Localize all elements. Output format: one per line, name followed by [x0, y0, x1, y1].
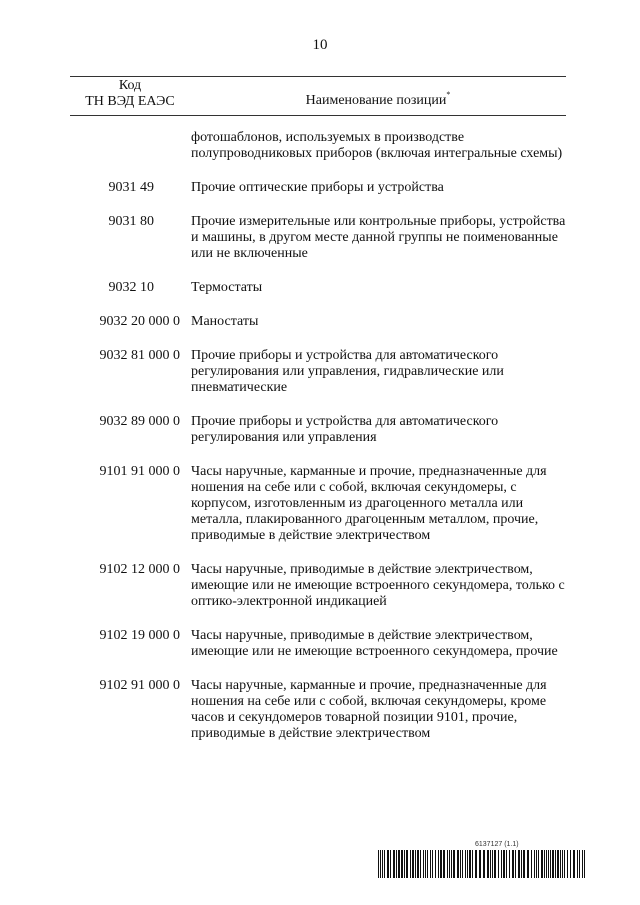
barcode-bar [380, 850, 381, 878]
barcode-bar [582, 850, 583, 878]
barcode-bar [509, 850, 510, 878]
barcode-bar [390, 850, 391, 878]
barcode-bar [462, 850, 463, 878]
row-name: Часы наручные, карманные и прочие, предназначенные для ношения на себе или с собой, включая секундомеры, с корпусом, изготовленным из драгоценного металла или металла, плакированного драгоценным металлом, прочие, приводимые в действие электричеством [191, 464, 547, 543]
barcode-bar [483, 850, 485, 878]
header-name-text: Наименование позиции [305, 93, 447, 108]
barcode-bar [398, 850, 400, 878]
barcode-bar [475, 850, 477, 878]
row-name: Часы наручные, приводимые в действие электричеством, имеющие или не имеющие встроенного секундомера, прочие [191, 628, 558, 659]
barcode-bar [378, 850, 379, 878]
barcode-bar [579, 850, 580, 878]
barcode-bar [546, 850, 547, 878]
row-code: 9032 20 000 0 [99, 314, 180, 329]
barcode-bar [531, 850, 532, 878]
barcode-bar [506, 850, 507, 878]
row-name: Прочие приборы и устройства для автоматического регулирования или управления, гидравлические или пневматические [191, 348, 504, 395]
table-header [70, 76, 566, 116]
row-name: Прочие измерительные или контрольные приборы, устройства и машины, в другом месте данной группы не поименованные или не включенные [191, 214, 566, 261]
barcode-bar [469, 850, 471, 878]
barcode-bar [387, 850, 389, 878]
barcode-bar [557, 850, 559, 878]
table-row [70, 678, 566, 742]
table-row [70, 562, 566, 610]
document-reference: 6137127 (1.1) [475, 841, 519, 848]
row-code: 9102 12 000 0 [99, 562, 180, 577]
barcode-bar [479, 850, 481, 878]
barcode-bar [451, 850, 452, 878]
row-code: 9031 49 [108, 180, 154, 195]
table-row [70, 280, 566, 296]
barcode-bar [393, 850, 395, 878]
row-code: 9032 89 000 0 [99, 414, 180, 429]
barcode-bar [544, 850, 545, 878]
barcode-bar [503, 850, 505, 878]
table-row [70, 314, 566, 330]
barcode-bar [518, 850, 520, 878]
barcode-bar [382, 850, 383, 878]
barcode-bar [538, 850, 539, 878]
barcode-bar [438, 850, 439, 878]
row-name: Часы наручные, карманные и прочие, предназначенные для ношения на себе или с собой, включая секундомеры, кроме часов и секундомеров товарной позиции 9101, прочие, приводимые в действие электричеством [191, 678, 547, 741]
barcode-bar [555, 850, 556, 878]
barcode-bar [404, 850, 405, 878]
row-name: фотошаблонов, используемых в производстве полупроводниковых приборов (включая интегральные схемы) [191, 130, 563, 161]
row-name: Прочие приборы и устройства для автоматического регулирования или управления [191, 414, 499, 445]
row-name: Прочие оптические приборы и устройства [191, 180, 444, 195]
row-code: 9032 10 [108, 280, 154, 295]
barcode-bar [449, 850, 450, 878]
barcode-bar [440, 850, 442, 878]
barcode-bar [415, 850, 416, 878]
header-footnote-mark: * [446, 90, 451, 99]
barcode-bar [564, 850, 565, 878]
barcode-bar [584, 850, 585, 878]
barcode-bar [515, 850, 516, 878]
barcode-bar [396, 850, 397, 878]
header-code-line1: Код [118, 78, 142, 93]
row-code [70, 130, 190, 162]
barcode-bar [523, 850, 525, 878]
barcode-bar [460, 850, 461, 878]
row-code: 9101 91 000 0 [99, 464, 180, 479]
barcode-bar [487, 850, 489, 878]
table-row [70, 180, 566, 196]
barcode-bar [552, 850, 554, 878]
barcode-bar [412, 850, 414, 878]
table-body [70, 130, 566, 760]
barcode-bar [550, 850, 551, 878]
table-row [70, 464, 566, 544]
barcode-bar [501, 850, 502, 878]
barcode-bar [417, 850, 419, 878]
row-code: 9031 80 [108, 214, 154, 229]
barcode [378, 850, 588, 878]
table-row [70, 628, 566, 660]
barcode-bar [384, 850, 385, 878]
barcode-bar [548, 850, 549, 878]
barcode-bar [567, 850, 568, 878]
barcode-bar [527, 850, 529, 878]
barcode-bar [534, 850, 535, 878]
barcode-bar [423, 850, 424, 878]
barcode-bar [425, 850, 426, 878]
barcode-bar [467, 850, 468, 878]
barcode-bar [427, 850, 428, 878]
row-code: 9032 81 000 0 [99, 348, 180, 363]
barcode-bar [492, 850, 493, 878]
barcode-bar [577, 850, 578, 878]
row-code: 9102 91 000 0 [99, 678, 180, 693]
barcode-bar [435, 850, 436, 878]
barcode-bar [570, 850, 571, 878]
barcode-bar [410, 850, 411, 878]
barcode-bar [430, 850, 431, 878]
barcode-bar [536, 850, 537, 878]
header-name [190, 87, 566, 109]
barcode-bar [443, 850, 445, 878]
row-name: Часы наручные, приводимые в действие электричеством, имеющие или не имеющие встроенного секундомера, только с оптико-электронной индикацией [191, 562, 565, 609]
table-row [70, 130, 566, 162]
barcode-bar [420, 850, 421, 878]
barcode-bar [432, 850, 433, 878]
barcode-bar [521, 850, 522, 878]
table-row [70, 348, 566, 396]
barcode-bar [472, 850, 473, 878]
barcode-bar [447, 850, 448, 878]
table-row [70, 214, 566, 262]
header-code [70, 78, 190, 110]
page-number: 10 [312, 37, 328, 53]
barcode-bar [573, 850, 575, 878]
barcode-bar [406, 850, 408, 878]
barcode-bar [457, 850, 459, 878]
barcode-bar [490, 850, 491, 878]
barcode-bar [541, 850, 543, 878]
row-code: 9102 19 000 0 [99, 628, 180, 643]
barcode-bar [560, 850, 561, 878]
barcode-bar [498, 850, 499, 878]
table-row [70, 414, 566, 446]
barcode-bar [465, 850, 466, 878]
barcode-bar [494, 850, 496, 878]
header-code-line2: ТН ВЭД ЕАЭС [85, 94, 175, 109]
barcode-bar [562, 850, 563, 878]
barcode-bar [453, 850, 455, 878]
barcode-bar [401, 850, 403, 878]
row-name: Маностаты [191, 314, 259, 329]
row-name: Термостаты [191, 280, 263, 295]
barcode-bar [512, 850, 514, 878]
